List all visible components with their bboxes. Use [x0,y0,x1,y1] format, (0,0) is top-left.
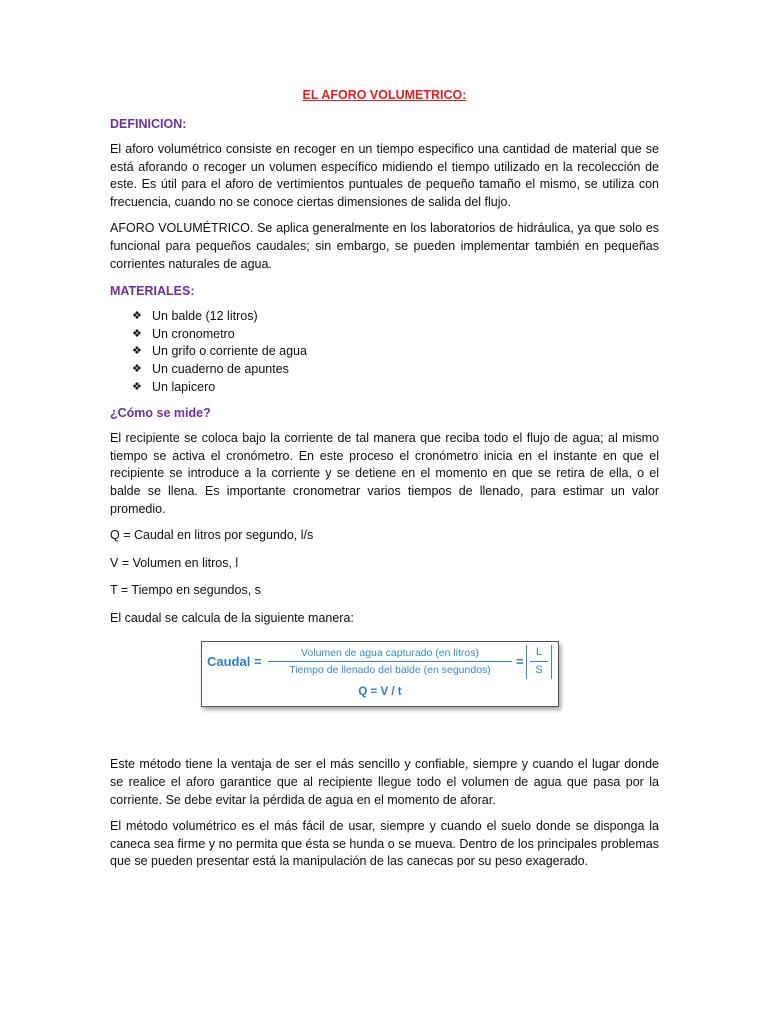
formula-label: Caudal = [207,654,262,670]
como-se-mide-heading: ¿Cómo se mide? [110,406,211,421]
unit-bottom: S [535,664,543,677]
list-item [132,343,659,361]
list-item-text: Un grifo o corriente de agua [152,344,307,359]
formula-denominator: Tiempo de llenado del balde (en segundos) [289,664,491,677]
definicion-paragraph: El aforo volumétrico consiste en recoger en un tiempo especifico una cantidad de material que se está aforando o recoger un volumen específico midiendo el tiempo utilizado en la recolección de este. Es útil para el aforo de vertimientos puntuales de pequeño tamaño el mismo, se utiliza con frecuencia, cuando no se conoce ciertas dimensiones de salida del flujo. [110,142,659,209]
aforo-paragraph: AFORO VOLUMÉTRICO. Se aplica generalmente en los laboratorios de hidráulica, ya que solo es funcional para pequeños caudales; sin embargo, se pueden implementar también en pequeñas corrientes naturales de agua. [110,221,659,271]
definition-q: Q = Caudal en litros por segundo, l/s [110,528,314,543]
document-title: EL AFORO VOLUMETRICO: [302,88,467,102]
list-item-text: Un cuaderno de apuntes [152,361,289,376]
diamond-bullet-icon: ❖ [132,380,142,393]
formula-numerator: Volumen de agua capturado (en litros) [300,647,480,660]
definition-t: T = Tiempo en segundos, s [110,583,261,598]
list-item-text: Un balde (12 litros) [152,309,258,324]
fraction-bar [268,661,512,662]
list-item [132,326,659,344]
list-item [132,361,659,379]
caudal-formula-image [201,641,559,707]
unit-fraction-bar [530,661,548,662]
diamond-bullet-icon: ❖ [132,327,142,340]
list-item [132,308,659,326]
unit-top: L [535,646,543,659]
caudal-intro: El caudal se calcula de la siguiente manera: [110,610,354,625]
formula-units-bracket [526,645,552,679]
facil-paragraph: El método volumétrico es el más fácil de usar, siempre y cuando el suelo donde se disponga la caneca sea firme y no permita que ésta se hunda o se mueva. Dentro de los principales problemas que se pueden presentar está la manipulación de las canecas por su peso exagerado. [110,819,659,869]
como-se-mide-paragraph: El recipiente se coloca bajo la corriente de tal manera que reciba todo el flujo de agua; al mismo tiempo se activa el cronómetro. En este proceso el cronómetro inicia en el instante en que el recipiente se introduce a la corriente y se detiene en el momento en que se retira de ella, o el balde se llena. Es importante cronometrar varios tiempos de llenado, para estimar un valor promedio. [110,431,659,516]
formula-short: Q = V / t [358,686,402,699]
diamond-bullet-icon: ❖ [132,362,142,375]
diamond-bullet-icon: ❖ [132,345,142,358]
materiales-list [110,308,659,396]
list-item-text: Un lapicero [152,379,216,394]
ventaja-paragraph: Este método tiene la ventaja de ser el más sencillo y confiable, siempre y cuando el lugar donde se realice el aforo garantice que al recipiente llegue todo el volumen de agua que pasa por la corriente. Se debe evitar la pérdida de agua en el momento de aforar. [110,757,659,807]
materiales-heading: MATERIALES: [110,284,195,299]
definicion-heading: DEFINICION: [110,117,187,131]
diamond-bullet-icon: ❖ [132,310,142,323]
document-content [110,86,659,880]
definition-v: V = Volumen en litros, l [110,555,239,570]
list-item [132,379,659,397]
formula-fraction [268,646,512,677]
list-item-text: Un cronometro [152,326,235,341]
formula-equals: = [516,654,524,670]
